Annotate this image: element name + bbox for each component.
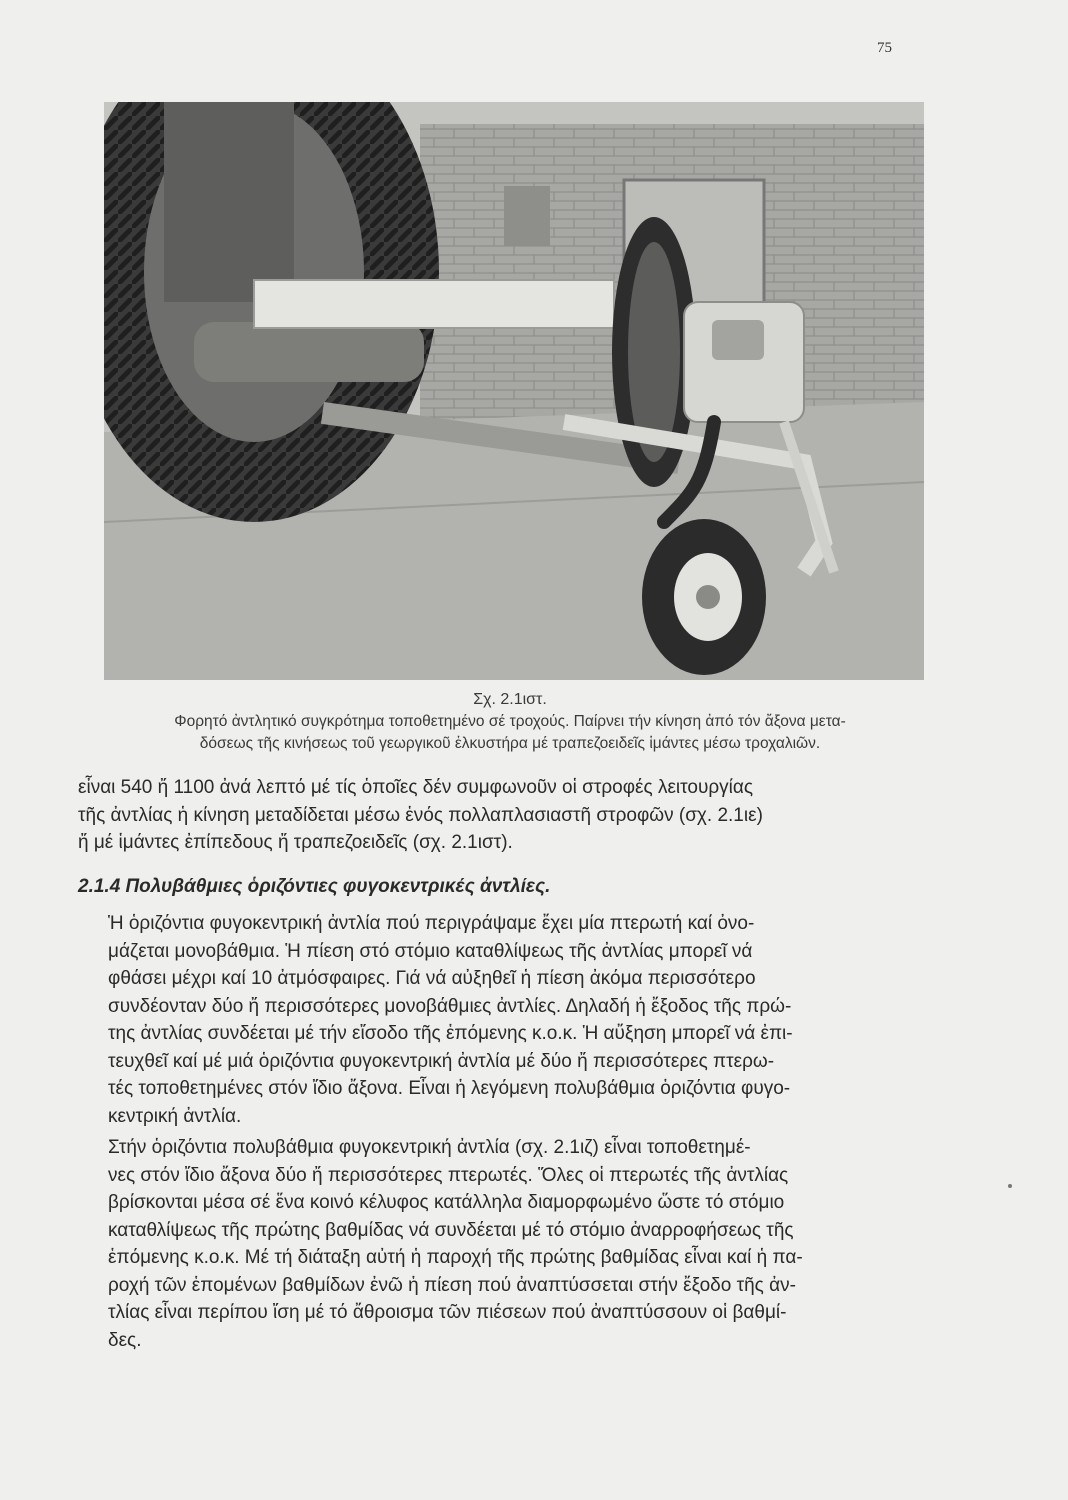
paragraph-1 — [78, 774, 940, 857]
text-line: μάζεται μονοβάθμια. Ἡ πίεση στό στόμιο καταθλίψεως τῆς ἀντλίας μπορεῖ νά — [108, 940, 753, 962]
text-line: εἶναι 540 ἤ 1100 ἀνά λεπτό μέ τίς ὁποῖες δέν συμφωνοῦν οἱ στροφές λειτουργίας — [78, 777, 754, 798]
text-line: Στήν ὁριζόντια πολυβάθμια φυγοκεντρική ἀντλία (σχ. 2.1ιζ) εἶναι τοποθετημέ- — [108, 1137, 751, 1158]
caption-line: Φορητό ἀντλητικό συγκρότημα τοποθετημένο σέ τροχούς. Παίρνει τήν κίνηση ἀπό τόν ἄξονα μετα- — [174, 713, 846, 730]
text-line: ροχή τῶν ἑπομένων βαθμίδων ἐνῶ ἡ πίεση πού ἀναπτύσσεται στήν ἔξοδο τῆς ἀν- — [108, 1274, 796, 1296]
text-line: καταθλίψεως τῆς πρώτης βαθμίδας νά συνδέεται μέ τό στόμιο ἀναρροφήσεως τῆς — [108, 1219, 794, 1241]
text-line: φθάσει μέχρι καί 10 ἀτμόσφαιρες. Γιά νά αὐξηθεῖ ἡ πίεση ἀκόμα περισσότερο — [108, 968, 756, 989]
text-line: νες στόν ἴδιο ἄξονα δύο ἤ περισσότερες πτερωτές. Ὅλες οἱ πτερωτές τῆς ἀντλίας — [108, 1164, 789, 1186]
text-line: της ἀντλίας συνδέεται μέ τήν εἴσοδο τῆς ἑπόμενης κ.ο.κ. Ἡ αὔξηση μπορεῖ νά ἐπι- — [108, 1023, 793, 1044]
text-line: τευχθεῖ καί μέ μιά ὁριζόντια φυγοκεντρική ἀντλία μέ δύο ἤ περισσότερες πτερω- — [108, 1050, 775, 1072]
text-line: τές τοποθετημένες στόν ἴδιο ἄξονα. Εἶναι ἡ λεγόμενη πολυβάθμια ὁριζόντια φυγο- — [108, 1078, 791, 1099]
frame-beam — [254, 280, 614, 328]
print-speck — [1008, 1184, 1012, 1188]
figure-caption — [80, 689, 940, 755]
text-line: τλίας εἶναι περίπου ἴση μέ τό ἄθροισμα τῶν πιέσεων πού ἀναπτύσσουν οἱ βαθμί- — [108, 1302, 787, 1323]
caption-line: δόσεως τῆς κινήσεως τοῦ γεωργικοῦ ἑλκυστήρα μέ τραπεζοειδεῖς ἱμάντες μέσω τροχαλιῶν. — [199, 735, 821, 752]
text-line: τῆς ἀντλίας ἡ κίνηση μεταδίδεται μέσω ἑνός πολλαπλασιαστῆ στροφῶν (σχ. 2.1ιε) — [78, 804, 763, 826]
text-line: κεντρική ἀντλία. — [108, 1105, 242, 1127]
figure-photo — [104, 102, 924, 680]
paragraph-2 — [78, 910, 940, 1130]
section-heading: 2.1.4 Πολυβάθμιες ὁριζόντιες φυγοκεντρικές ἀντλίες. — [78, 876, 551, 897]
text-line: ἤ μέ ἱμάντες ἐπίπεδους ἤ τραπεζοειδεῖς (σχ. 2.1ιστ). — [78, 832, 513, 853]
text-line: ἑπόμενης κ.ο.κ. Μέ τή διάταξη αὐτή ἡ παροχή τῆς πρώτης βαθμίδας εἶναι καί ἡ πα- — [108, 1247, 803, 1268]
text-line: βρίσκονται μέσα σέ ἕνα κοινό κέλυφος κατάλληλα διαμορφωμένο ὥστε τό στόμιο — [108, 1192, 785, 1213]
paragraph-3 — [78, 1134, 940, 1354]
text-line: δες. — [108, 1329, 142, 1351]
figure-label: Σχ. 2.1ιστ. — [473, 691, 547, 708]
text-line: συνδέονταν δύο ἤ περισσότερες μονοβάθμιες ἀντλίες. Δηλαδή ἡ ἔξοδος τῆς πρώ- — [108, 995, 792, 1017]
page-number: 75 — [877, 40, 892, 56]
text-line: Ἡ ὁριζόντια φυγοκεντρική ἀντλία πού περιγράψαμε ἔχει μία πτερωτή καί ὀνο- — [108, 913, 755, 934]
